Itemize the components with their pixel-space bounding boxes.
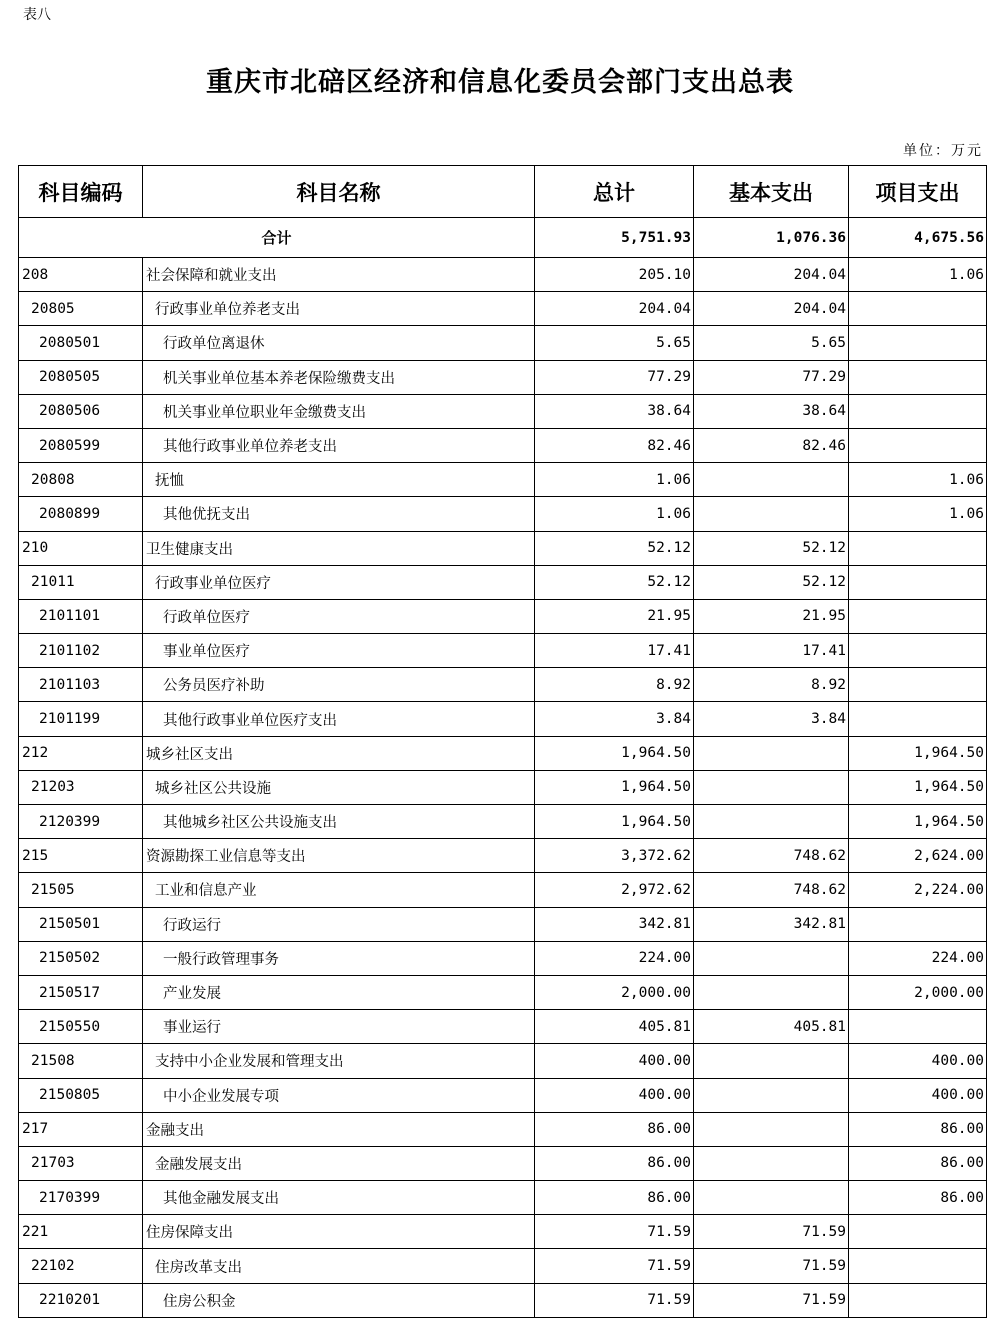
- table-row: [19, 531, 987, 565]
- table-row: [19, 1146, 987, 1180]
- row-basic: 748.62: [694, 873, 849, 907]
- row-total: 5.65: [535, 326, 694, 360]
- header-total: 总计: [535, 166, 694, 218]
- row-basic: 204.04: [694, 292, 849, 326]
- row-total: 2,972.62: [535, 873, 694, 907]
- total-basic: 1,076.36: [694, 218, 849, 258]
- row-basic: [694, 736, 849, 770]
- row-project: 1.06: [849, 258, 987, 292]
- row-code: 21703: [19, 1146, 143, 1180]
- row-basic: [694, 1078, 849, 1112]
- row-total: 1,964.50: [535, 736, 694, 770]
- row-code: 20805: [19, 292, 143, 326]
- row-project: [849, 565, 987, 599]
- table-row: [19, 1283, 987, 1317]
- row-total: 224.00: [535, 941, 694, 975]
- row-basic: [694, 1112, 849, 1146]
- row-total: 204.04: [535, 292, 694, 326]
- table-row: [19, 565, 987, 599]
- row-code: 2150502: [19, 941, 143, 975]
- row-code: 2101101: [19, 599, 143, 633]
- expenditure-table: [18, 165, 987, 1318]
- row-basic: 748.62: [694, 839, 849, 873]
- row-basic: [694, 1044, 849, 1078]
- row-total: 86.00: [535, 1146, 694, 1180]
- row-total: 342.81: [535, 907, 694, 941]
- table-row: [19, 497, 987, 531]
- table-row: [19, 736, 987, 770]
- row-name: 行政事业单位养老支出: [143, 292, 535, 326]
- row-code: 2210201: [19, 1283, 143, 1317]
- row-basic: [694, 770, 849, 804]
- table-row: [19, 668, 987, 702]
- row-total: 77.29: [535, 360, 694, 394]
- row-name: 金融支出: [143, 1112, 535, 1146]
- table-row: [19, 1249, 987, 1283]
- row-basic: 38.64: [694, 394, 849, 428]
- table-row: [19, 394, 987, 428]
- row-code: 2080599: [19, 428, 143, 462]
- total-row: [19, 218, 987, 258]
- row-total: 2,000.00: [535, 975, 694, 1009]
- table-row: [19, 805, 987, 839]
- row-name: 行政事业单位医疗: [143, 565, 535, 599]
- header-project: 项目支出: [849, 166, 987, 218]
- row-code: 21011: [19, 565, 143, 599]
- row-code: 20808: [19, 463, 143, 497]
- row-name: 社会保障和就业支出: [143, 258, 535, 292]
- total-project: 4,675.56: [849, 218, 987, 258]
- row-basic: 82.46: [694, 428, 849, 462]
- page-title: 重庆市北碚区经济和信息化委员会部门支出总表: [206, 67, 794, 98]
- row-basic: 77.29: [694, 360, 849, 394]
- table-row: [19, 1078, 987, 1112]
- table-row: [19, 975, 987, 1009]
- row-project: [849, 292, 987, 326]
- row-total: 1,964.50: [535, 770, 694, 804]
- table-row: [19, 770, 987, 804]
- row-project: 1,964.50: [849, 805, 987, 839]
- row-project: [849, 702, 987, 736]
- row-code: 21203: [19, 770, 143, 804]
- row-project: 2,000.00: [849, 975, 987, 1009]
- table-row: [19, 463, 987, 497]
- row-code: 2120399: [19, 805, 143, 839]
- row-project: [849, 668, 987, 702]
- row-total: 52.12: [535, 531, 694, 565]
- row-total: 405.81: [535, 1010, 694, 1044]
- row-project: 1.06: [849, 497, 987, 531]
- row-name: 支持中小企业发展和管理支出: [143, 1044, 535, 1078]
- header-name: 科目名称: [143, 166, 535, 218]
- row-total: 3,372.62: [535, 839, 694, 873]
- row-basic: 8.92: [694, 668, 849, 702]
- row-project: [849, 428, 987, 462]
- row-code: 212: [19, 736, 143, 770]
- row-project: [849, 394, 987, 428]
- row-code: 2080506: [19, 394, 143, 428]
- table-number-label: 表八: [23, 7, 51, 23]
- row-code: 208: [19, 258, 143, 292]
- row-basic: 405.81: [694, 1010, 849, 1044]
- row-code: 2150501: [19, 907, 143, 941]
- row-code: 217: [19, 1112, 143, 1146]
- header-code: 科目编码: [19, 166, 143, 218]
- row-name: 行政运行: [143, 907, 535, 941]
- row-total: 71.59: [535, 1215, 694, 1249]
- row-project: 1.06: [849, 463, 987, 497]
- row-basic: [694, 975, 849, 1009]
- row-basic: [694, 497, 849, 531]
- row-code: 2170399: [19, 1181, 143, 1215]
- row-project: 86.00: [849, 1181, 987, 1215]
- table-row: [19, 634, 987, 668]
- row-name: 其他行政事业单位养老支出: [143, 428, 535, 462]
- row-total: 400.00: [535, 1078, 694, 1112]
- total-total: 5,751.93: [535, 218, 694, 258]
- row-name: 事业单位医疗: [143, 634, 535, 668]
- row-project: 400.00: [849, 1044, 987, 1078]
- row-total: 8.92: [535, 668, 694, 702]
- row-basic: 52.12: [694, 565, 849, 599]
- row-total: 86.00: [535, 1112, 694, 1146]
- table-row: [19, 1044, 987, 1078]
- row-name: 其他行政事业单位医疗支出: [143, 702, 535, 736]
- row-name: 卫生健康支出: [143, 531, 535, 565]
- row-total: 52.12: [535, 565, 694, 599]
- row-project: [849, 1215, 987, 1249]
- row-code: 21508: [19, 1044, 143, 1078]
- table-row: [19, 599, 987, 633]
- row-name: 事业运行: [143, 1010, 535, 1044]
- table-row: [19, 702, 987, 736]
- unit-label: 单位：万元: [903, 143, 983, 159]
- row-total: 38.64: [535, 394, 694, 428]
- row-code: 2080899: [19, 497, 143, 531]
- table-row: [19, 1181, 987, 1215]
- row-name: 住房改革支出: [143, 1249, 535, 1283]
- row-code: 21505: [19, 873, 143, 907]
- row-total: 17.41: [535, 634, 694, 668]
- row-project: 1,964.50: [849, 736, 987, 770]
- table-row: [19, 873, 987, 907]
- row-project: 2,624.00: [849, 839, 987, 873]
- row-project: [849, 326, 987, 360]
- row-total: 1.06: [535, 463, 694, 497]
- row-code: 2101199: [19, 702, 143, 736]
- table-row: [19, 326, 987, 360]
- row-basic: 71.59: [694, 1283, 849, 1317]
- row-basic: [694, 805, 849, 839]
- row-basic: 204.04: [694, 258, 849, 292]
- row-name: 其他城乡社区公共设施支出: [143, 805, 535, 839]
- row-total: 1,964.50: [535, 805, 694, 839]
- row-name: 一般行政管理事务: [143, 941, 535, 975]
- row-name: 城乡社区公共设施: [143, 770, 535, 804]
- row-name: 金融发展支出: [143, 1146, 535, 1180]
- row-total: 71.59: [535, 1249, 694, 1283]
- row-project: [849, 634, 987, 668]
- row-project: 2,224.00: [849, 873, 987, 907]
- row-project: [849, 1010, 987, 1044]
- row-name: 公务员医疗补助: [143, 668, 535, 702]
- row-basic: 71.59: [694, 1249, 849, 1283]
- table-row: [19, 292, 987, 326]
- row-project: [849, 360, 987, 394]
- row-name: 机关事业单位职业年金缴费支出: [143, 394, 535, 428]
- table-row: [19, 1112, 987, 1146]
- row-basic: [694, 941, 849, 975]
- table-row: [19, 428, 987, 462]
- row-total: 205.10: [535, 258, 694, 292]
- row-basic: [694, 1181, 849, 1215]
- row-basic: 21.95: [694, 599, 849, 633]
- row-name: 产业发展: [143, 975, 535, 1009]
- row-project: 224.00: [849, 941, 987, 975]
- row-basic: 3.84: [694, 702, 849, 736]
- row-name: 行政单位离退休: [143, 326, 535, 360]
- row-code: 2080505: [19, 360, 143, 394]
- table-row: [19, 839, 987, 873]
- row-name: 城乡社区支出: [143, 736, 535, 770]
- row-name: 机关事业单位基本养老保险缴费支出: [143, 360, 535, 394]
- row-name: 住房公积金: [143, 1283, 535, 1317]
- row-code: 22102: [19, 1249, 143, 1283]
- row-project: [849, 1283, 987, 1317]
- row-total: 1.06: [535, 497, 694, 531]
- row-project: 400.00: [849, 1078, 987, 1112]
- table-row: [19, 941, 987, 975]
- row-project: 86.00: [849, 1146, 987, 1180]
- row-code: 2150805: [19, 1078, 143, 1112]
- row-project: [849, 531, 987, 565]
- row-code: 2150550: [19, 1010, 143, 1044]
- row-code: 2101103: [19, 668, 143, 702]
- row-code: 215: [19, 839, 143, 873]
- row-basic: 342.81: [694, 907, 849, 941]
- row-code: 210: [19, 531, 143, 565]
- row-basic: 71.59: [694, 1215, 849, 1249]
- row-name: 抚恤: [143, 463, 535, 497]
- table-row: [19, 360, 987, 394]
- table-row: [19, 1215, 987, 1249]
- row-code: 221: [19, 1215, 143, 1249]
- row-basic: [694, 1146, 849, 1180]
- row-total: 21.95: [535, 599, 694, 633]
- row-total: 71.59: [535, 1283, 694, 1317]
- row-name: 资源勘探工业信息等支出: [143, 839, 535, 873]
- row-basic: [694, 463, 849, 497]
- row-code: 2080501: [19, 326, 143, 360]
- table-row: [19, 1010, 987, 1044]
- header-row: [19, 166, 987, 218]
- row-name: 其他优抚支出: [143, 497, 535, 531]
- row-project: [849, 1249, 987, 1283]
- total-label: 合计: [19, 218, 535, 258]
- row-project: [849, 599, 987, 633]
- row-project: 86.00: [849, 1112, 987, 1146]
- row-basic: 52.12: [694, 531, 849, 565]
- row-total: 400.00: [535, 1044, 694, 1078]
- row-project: [849, 907, 987, 941]
- row-project: 1,964.50: [849, 770, 987, 804]
- row-name: 工业和信息产业: [143, 873, 535, 907]
- row-name: 其他金融发展支出: [143, 1181, 535, 1215]
- table-row: [19, 907, 987, 941]
- row-name: 住房保障支出: [143, 1215, 535, 1249]
- table-row: [19, 258, 987, 292]
- row-total: 82.46: [535, 428, 694, 462]
- row-code: 2150517: [19, 975, 143, 1009]
- row-name: 中小企业发展专项: [143, 1078, 535, 1112]
- row-basic: 17.41: [694, 634, 849, 668]
- row-basic: 5.65: [694, 326, 849, 360]
- row-total: 86.00: [535, 1181, 694, 1215]
- row-code: 2101102: [19, 634, 143, 668]
- header-basic: 基本支出: [694, 166, 849, 218]
- row-name: 行政单位医疗: [143, 599, 535, 633]
- row-total: 3.84: [535, 702, 694, 736]
